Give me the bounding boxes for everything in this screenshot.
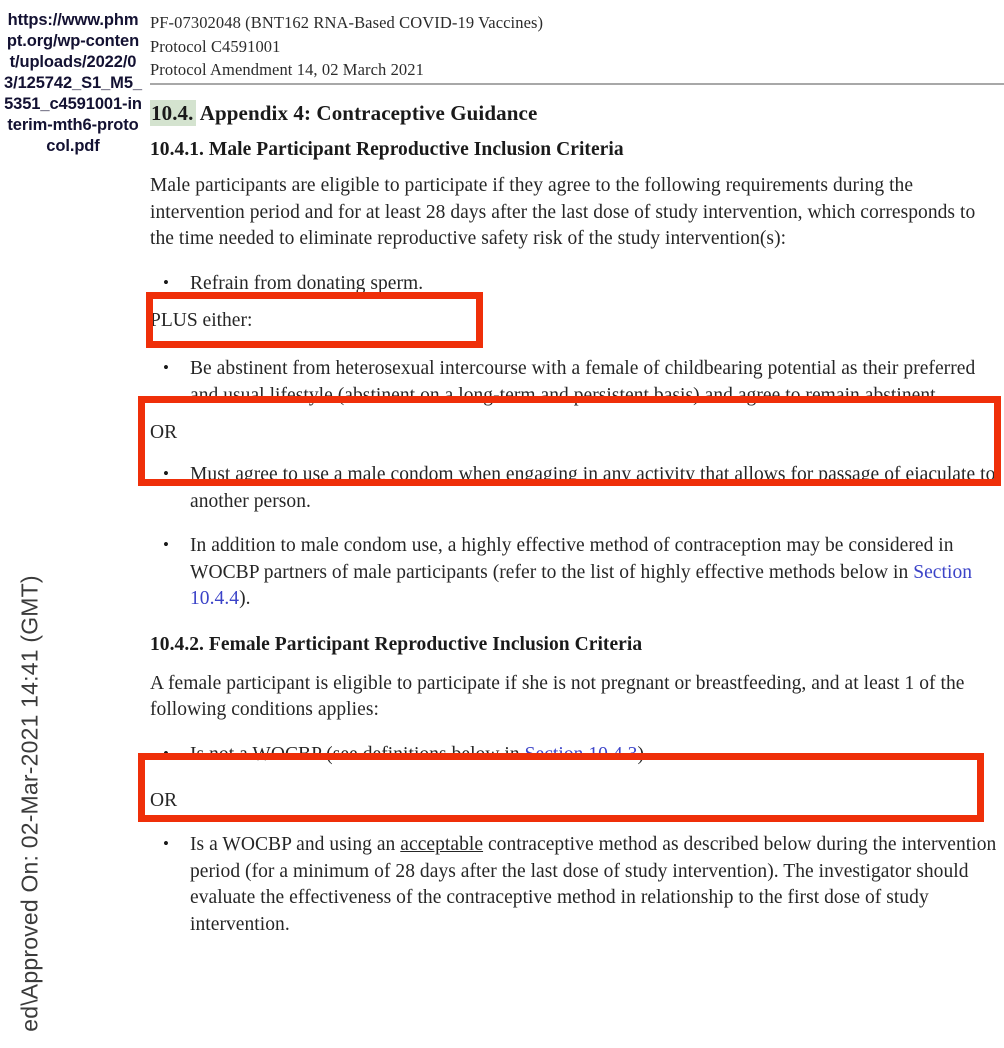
plus-either-label: PLUS either: [150,310,253,331]
annotation-box-refrain-sperm [146,292,483,348]
page-title [150,100,1002,127]
document-header [150,11,850,82]
subsection-female-heading: 10.4.2. Female Participant Reproductive Inclusion Criteria [150,633,643,655]
not-wocbp-text-pre: Is not a WOCBP (see definitions below in [190,743,525,765]
document-body [146,0,1004,1048]
section-title-text: Appendix 4: Contraceptive Guidance [199,101,538,125]
list-item-abstinent: • Be abstinent from heterosexual intercourse with a female of childbearing potential as their preferred and usual lifestyle (abstinent on a long-term and persistent basis) and agree to remain abstinent. [150,356,1002,409]
header-divider-rule [150,83,1004,85]
is-wocbp-text-post: contraceptive method as described below during the intervention period (for a minimum of 28 days after the last dose of study intervention). The investigator should evaluate the effectiveness of the contraceptive method in relationship to the first dose of study intervention. [190,834,997,935]
source-url-label: https://www.phmpt.org/wp-content/uploads/2022/03/125742_S1_M5_5351_c4591001-interim-mth6-protocol.pdf [4,11,142,155]
list-item-is-wocbp [150,832,1002,938]
list-item-highly-effective [150,533,1002,613]
section-number-highlight: 10.4. [151,101,194,125]
left-margin-column [0,0,146,1048]
acceptable-underlined-text: acceptable [400,834,484,855]
not-wocbp-text-post: ). [637,743,649,765]
header-amendment-line: Protocol Amendment 14, 02 March 2021 [150,60,424,79]
or-label-2: OR [150,790,178,811]
approval-stamp-watermark: ed\Approved On: 02-Mar-2021 14:41 (GMT) [16,575,43,1032]
is-wocbp-text-pre: Is a WOCBP and using an [190,834,401,855]
subsection-male-heading: 10.4.1. Male Participant Reproductive Inclusion Criteria [150,139,624,160]
highly-effective-text-post: ). [239,588,251,609]
link-section-10-4-3[interactable]: Section 10.4.3 [524,743,638,765]
header-protocol-line: Protocol C4591001 [150,36,281,56]
male-intro-paragraph: Male participants are eligible to participate if they agree to the following requirements during the intervention period and for at least 28 days after the last dose of study intervention, which corresponds to the time needed to eliminate reproductive safety risk of the study intervention(s): [150,175,976,249]
link-section-10-4-4[interactable]: Section 10.4.4 [190,561,973,609]
or-label-1: OR [150,422,178,443]
annotation-box-female-intro [138,753,984,822]
annotation-box-abstinent [138,396,1001,486]
list-item-refrain-sperm: • Refrain from donating sperm. [150,271,1002,298]
female-bullet-list-2 [150,832,1002,938]
header-product-line: PF-07302048 (BNT162 RNA-Based COVID-19 Vaccines) [150,13,544,32]
female-intro-paragraph: A female participant is eligible to participate if she is not pregnant or breastfeeding, and at least 1 of the following conditions applies: [150,672,965,720]
list-item-male-condom: • Must agree to use a male condom when engaging in any activity that allows for passage of ejaculate to another person. [150,462,1002,515]
highly-effective-text-pre: In addition to male condom use, a highly effective method of contraception may be considered in WOCBP partners of male participants (refer to the list of highly effective methods below in [190,535,954,583]
